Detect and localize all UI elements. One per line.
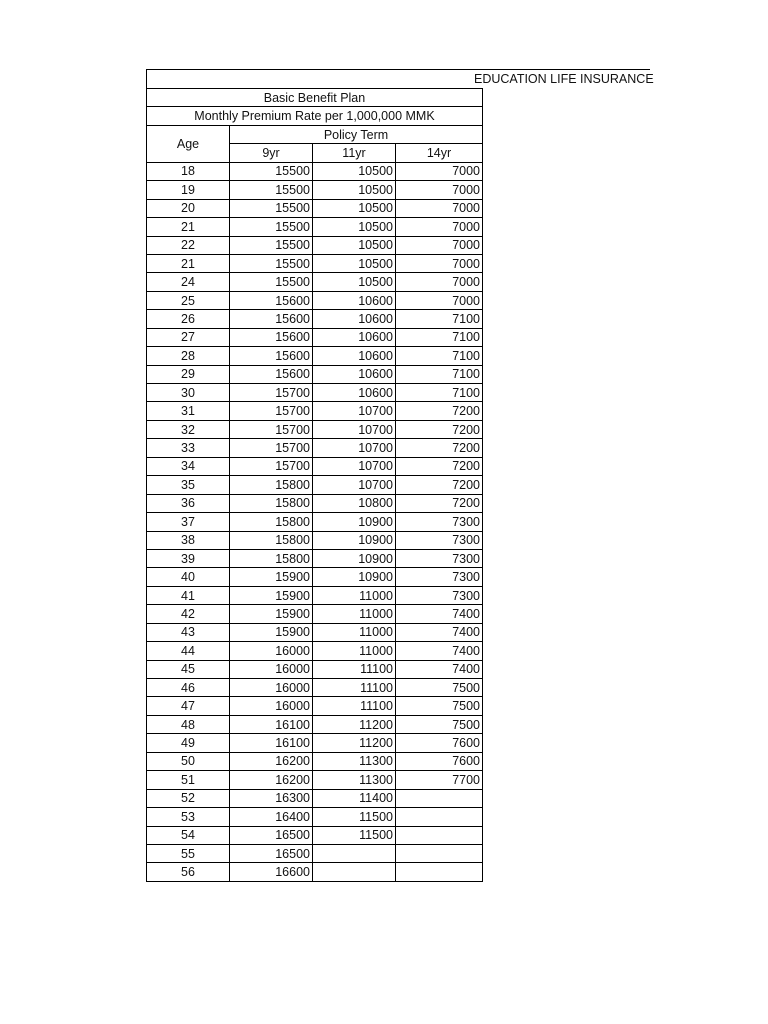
table-row bbox=[147, 494, 483, 512]
table-row bbox=[147, 808, 483, 826]
rate-11yr-cell: 10900 bbox=[313, 513, 396, 531]
rate-11yr-cell: 10900 bbox=[313, 568, 396, 586]
age-cell: 48 bbox=[147, 715, 230, 733]
rate-14yr-cell: 7600 bbox=[396, 734, 483, 752]
rate-14yr-cell: 7100 bbox=[396, 347, 483, 365]
rate-11yr-cell: 10500 bbox=[313, 254, 396, 272]
company-title: EDUCATION LIFE INSURANCE bbox=[474, 72, 654, 86]
age-cell: 40 bbox=[147, 568, 230, 586]
age-cell: 44 bbox=[147, 642, 230, 660]
rate-9yr-cell: 16000 bbox=[230, 642, 313, 660]
rate-9yr-cell: 16000 bbox=[230, 679, 313, 697]
table-row bbox=[147, 863, 483, 881]
rate-14yr-cell bbox=[396, 808, 483, 826]
rate-11yr-cell: 11100 bbox=[313, 697, 396, 715]
rate-9yr-cell: 15600 bbox=[230, 291, 313, 309]
rate-9yr-cell: 15700 bbox=[230, 420, 313, 438]
header-left-border bbox=[146, 69, 147, 89]
age-cell: 56 bbox=[147, 863, 230, 881]
rate-11yr-cell: 11000 bbox=[313, 586, 396, 604]
age-header: Age bbox=[147, 125, 230, 162]
term-header-14yr: 14yr bbox=[396, 144, 483, 162]
age-cell: 21 bbox=[147, 254, 230, 272]
table-row bbox=[147, 439, 483, 457]
term-header-9yr: 9yr bbox=[230, 144, 313, 162]
rate-9yr-cell: 16400 bbox=[230, 808, 313, 826]
age-cell: 24 bbox=[147, 273, 230, 291]
age-cell: 32 bbox=[147, 420, 230, 438]
table-row bbox=[147, 310, 483, 328]
table-row bbox=[147, 826, 483, 844]
rate-14yr-cell: 7000 bbox=[396, 199, 483, 217]
rate-11yr-cell: 10500 bbox=[313, 218, 396, 236]
age-cell: 20 bbox=[147, 199, 230, 217]
rate-14yr-cell: 7000 bbox=[396, 181, 483, 199]
age-cell: 35 bbox=[147, 476, 230, 494]
age-cell: 38 bbox=[147, 531, 230, 549]
rate-11yr-cell: 11300 bbox=[313, 771, 396, 789]
rate-9yr-cell: 15500 bbox=[230, 181, 313, 199]
rate-9yr-cell: 15600 bbox=[230, 347, 313, 365]
rate-11yr-cell: 10700 bbox=[313, 420, 396, 438]
table-row bbox=[147, 642, 483, 660]
age-cell: 28 bbox=[147, 347, 230, 365]
rate-11yr-cell: 10600 bbox=[313, 328, 396, 346]
table-row bbox=[147, 218, 483, 236]
rate-caption: Monthly Premium Rate per 1,000,000 MMK bbox=[147, 107, 483, 125]
age-cell: 47 bbox=[147, 697, 230, 715]
rate-caption-row bbox=[147, 107, 483, 125]
rate-9yr-cell: 15700 bbox=[230, 439, 313, 457]
rate-9yr-cell: 16500 bbox=[230, 844, 313, 862]
rate-14yr-cell: 7000 bbox=[396, 236, 483, 254]
rate-9yr-cell: 15800 bbox=[230, 476, 313, 494]
age-cell: 21 bbox=[147, 218, 230, 236]
age-cell: 42 bbox=[147, 605, 230, 623]
age-cell: 53 bbox=[147, 808, 230, 826]
age-cell: 54 bbox=[147, 826, 230, 844]
age-cell: 31 bbox=[147, 402, 230, 420]
rate-9yr-cell: 16000 bbox=[230, 697, 313, 715]
rate-11yr-cell: 10600 bbox=[313, 384, 396, 402]
rate-14yr-cell: 7400 bbox=[396, 660, 483, 678]
rate-14yr-cell: 7000 bbox=[396, 291, 483, 309]
table-row bbox=[147, 402, 483, 420]
rate-9yr-cell: 15900 bbox=[230, 568, 313, 586]
rate-9yr-cell: 15700 bbox=[230, 384, 313, 402]
table-row bbox=[147, 273, 483, 291]
rate-14yr-cell bbox=[396, 844, 483, 862]
table-row bbox=[147, 844, 483, 862]
table-row bbox=[147, 715, 483, 733]
rate-11yr-cell: 10700 bbox=[313, 439, 396, 457]
rate-11yr-cell: 10600 bbox=[313, 365, 396, 383]
table-row bbox=[147, 328, 483, 346]
rate-14yr-cell: 7600 bbox=[396, 752, 483, 770]
rate-11yr-cell: 10600 bbox=[313, 347, 396, 365]
rate-11yr-cell: 10700 bbox=[313, 476, 396, 494]
plan-title-row bbox=[147, 89, 483, 107]
table-row bbox=[147, 236, 483, 254]
rate-14yr-cell: 7300 bbox=[396, 586, 483, 604]
rate-14yr-cell: 7000 bbox=[396, 218, 483, 236]
table-row bbox=[147, 457, 483, 475]
rate-9yr-cell: 15900 bbox=[230, 586, 313, 604]
table-row bbox=[147, 199, 483, 217]
rate-14yr-cell bbox=[396, 863, 483, 881]
age-cell: 43 bbox=[147, 623, 230, 641]
rate-11yr-cell: 10700 bbox=[313, 457, 396, 475]
rate-11yr-cell: 11500 bbox=[313, 808, 396, 826]
rate-9yr-cell: 15700 bbox=[230, 402, 313, 420]
rate-9yr-cell: 15800 bbox=[230, 494, 313, 512]
header-top-border bbox=[146, 69, 650, 70]
age-cell: 27 bbox=[147, 328, 230, 346]
rate-11yr-cell: 10700 bbox=[313, 402, 396, 420]
rate-14yr-cell: 7200 bbox=[396, 457, 483, 475]
rate-11yr-cell: 10600 bbox=[313, 310, 396, 328]
rate-9yr-cell: 16600 bbox=[230, 863, 313, 881]
rate-11yr-cell: 11000 bbox=[313, 605, 396, 623]
table-row bbox=[147, 771, 483, 789]
table-row bbox=[147, 347, 483, 365]
rate-14yr-cell: 7200 bbox=[396, 476, 483, 494]
rate-14yr-cell: 7300 bbox=[396, 531, 483, 549]
rate-9yr-cell: 16000 bbox=[230, 660, 313, 678]
table-row bbox=[147, 586, 483, 604]
age-cell: 26 bbox=[147, 310, 230, 328]
rate-11yr-cell: 11000 bbox=[313, 642, 396, 660]
age-cell: 22 bbox=[147, 236, 230, 254]
rate-11yr-cell: 11400 bbox=[313, 789, 396, 807]
rate-14yr-cell: 7500 bbox=[396, 679, 483, 697]
rate-9yr-cell: 16100 bbox=[230, 715, 313, 733]
rate-9yr-cell: 15700 bbox=[230, 457, 313, 475]
rate-9yr-cell: 15800 bbox=[230, 531, 313, 549]
age-cell: 30 bbox=[147, 384, 230, 402]
age-cell: 51 bbox=[147, 771, 230, 789]
table-row bbox=[147, 605, 483, 623]
rate-11yr-cell: 10600 bbox=[313, 291, 396, 309]
table-row bbox=[147, 254, 483, 272]
table-row bbox=[147, 365, 483, 383]
premium-rate-table bbox=[146, 88, 483, 882]
age-cell: 19 bbox=[147, 181, 230, 199]
table-row bbox=[147, 513, 483, 531]
plan-title: Basic Benefit Plan bbox=[147, 89, 483, 107]
rate-9yr-cell: 15500 bbox=[230, 254, 313, 272]
rate-11yr-cell: 11200 bbox=[313, 734, 396, 752]
age-cell: 33 bbox=[147, 439, 230, 457]
table-row bbox=[147, 752, 483, 770]
rate-9yr-cell: 15800 bbox=[230, 549, 313, 567]
table-row bbox=[147, 734, 483, 752]
rate-14yr-cell: 7100 bbox=[396, 310, 483, 328]
table-row bbox=[147, 162, 483, 180]
rate-11yr-cell: 11300 bbox=[313, 752, 396, 770]
rate-9yr-cell: 15500 bbox=[230, 273, 313, 291]
rate-11yr-cell: 11000 bbox=[313, 623, 396, 641]
rate-9yr-cell: 15500 bbox=[230, 218, 313, 236]
rate-14yr-cell: 7400 bbox=[396, 642, 483, 660]
rate-14yr-cell: 7200 bbox=[396, 420, 483, 438]
rate-11yr-cell: 10900 bbox=[313, 549, 396, 567]
rate-9yr-cell: 15600 bbox=[230, 328, 313, 346]
table-row bbox=[147, 679, 483, 697]
rate-9yr-cell: 16200 bbox=[230, 771, 313, 789]
rate-11yr-cell: 10500 bbox=[313, 273, 396, 291]
age-cell: 25 bbox=[147, 291, 230, 309]
rate-14yr-cell: 7300 bbox=[396, 513, 483, 531]
table-row bbox=[147, 623, 483, 641]
age-cell: 55 bbox=[147, 844, 230, 862]
rate-14yr-cell: 7000 bbox=[396, 273, 483, 291]
rate-14yr-cell: 7000 bbox=[396, 254, 483, 272]
rate-9yr-cell: 15900 bbox=[230, 623, 313, 641]
rate-14yr-cell: 7200 bbox=[396, 402, 483, 420]
rate-11yr-cell: 11500 bbox=[313, 826, 396, 844]
rate-14yr-cell: 7700 bbox=[396, 771, 483, 789]
age-cell: 46 bbox=[147, 679, 230, 697]
age-cell: 36 bbox=[147, 494, 230, 512]
age-cell: 50 bbox=[147, 752, 230, 770]
table-row bbox=[147, 549, 483, 567]
rate-11yr-cell: 10500 bbox=[313, 162, 396, 180]
table-row bbox=[147, 420, 483, 438]
rate-14yr-cell: 7200 bbox=[396, 439, 483, 457]
term-header-11yr: 11yr bbox=[313, 144, 396, 162]
rate-14yr-cell: 7500 bbox=[396, 715, 483, 733]
age-cell: 49 bbox=[147, 734, 230, 752]
rate-9yr-cell: 16500 bbox=[230, 826, 313, 844]
age-cell: 29 bbox=[147, 365, 230, 383]
rate-14yr-cell: 7000 bbox=[396, 162, 483, 180]
table-row bbox=[147, 697, 483, 715]
policy-term-header: Policy Term bbox=[230, 125, 483, 143]
rate-11yr-cell: 11100 bbox=[313, 679, 396, 697]
rate-11yr-cell: 10500 bbox=[313, 236, 396, 254]
table-row bbox=[147, 531, 483, 549]
rate-11yr-cell: 10500 bbox=[313, 181, 396, 199]
age-cell: 39 bbox=[147, 549, 230, 567]
rate-9yr-cell: 15500 bbox=[230, 236, 313, 254]
age-cell: 45 bbox=[147, 660, 230, 678]
rate-9yr-cell: 15500 bbox=[230, 199, 313, 217]
rate-14yr-cell: 7100 bbox=[396, 365, 483, 383]
table-row bbox=[147, 568, 483, 586]
rate-14yr-cell: 7100 bbox=[396, 384, 483, 402]
rate-11yr-cell: 10500 bbox=[313, 199, 396, 217]
rate-11yr-cell bbox=[313, 863, 396, 881]
rate-14yr-cell: 7300 bbox=[396, 549, 483, 567]
age-cell: 41 bbox=[147, 586, 230, 604]
rate-11yr-cell: 10900 bbox=[313, 531, 396, 549]
rate-9yr-cell: 16100 bbox=[230, 734, 313, 752]
rate-9yr-cell: 15500 bbox=[230, 162, 313, 180]
table-row bbox=[147, 291, 483, 309]
rate-9yr-cell: 15600 bbox=[230, 310, 313, 328]
age-cell: 18 bbox=[147, 162, 230, 180]
age-cell: 52 bbox=[147, 789, 230, 807]
table-row bbox=[147, 476, 483, 494]
rate-14yr-cell: 7300 bbox=[396, 568, 483, 586]
rate-9yr-cell: 15800 bbox=[230, 513, 313, 531]
rate-9yr-cell: 16300 bbox=[230, 789, 313, 807]
rate-14yr-cell: 7400 bbox=[396, 623, 483, 641]
rate-14yr-cell: 7400 bbox=[396, 605, 483, 623]
rate-14yr-cell: 7100 bbox=[396, 328, 483, 346]
rate-9yr-cell: 15600 bbox=[230, 365, 313, 383]
rate-11yr-cell: 10800 bbox=[313, 494, 396, 512]
rate-9yr-cell: 15900 bbox=[230, 605, 313, 623]
table-row bbox=[147, 384, 483, 402]
rate-14yr-cell: 7500 bbox=[396, 697, 483, 715]
rate-11yr-cell: 11100 bbox=[313, 660, 396, 678]
rate-11yr-cell bbox=[313, 844, 396, 862]
age-cell: 34 bbox=[147, 457, 230, 475]
policy-term-header-row bbox=[147, 125, 483, 143]
age-cell: 37 bbox=[147, 513, 230, 531]
rate-table-body bbox=[147, 89, 483, 882]
table-row bbox=[147, 660, 483, 678]
rate-14yr-cell bbox=[396, 789, 483, 807]
table-row bbox=[147, 789, 483, 807]
table-row bbox=[147, 181, 483, 199]
rate-11yr-cell: 11200 bbox=[313, 715, 396, 733]
rate-14yr-cell bbox=[396, 826, 483, 844]
rate-14yr-cell: 7200 bbox=[396, 494, 483, 512]
rate-9yr-cell: 16200 bbox=[230, 752, 313, 770]
